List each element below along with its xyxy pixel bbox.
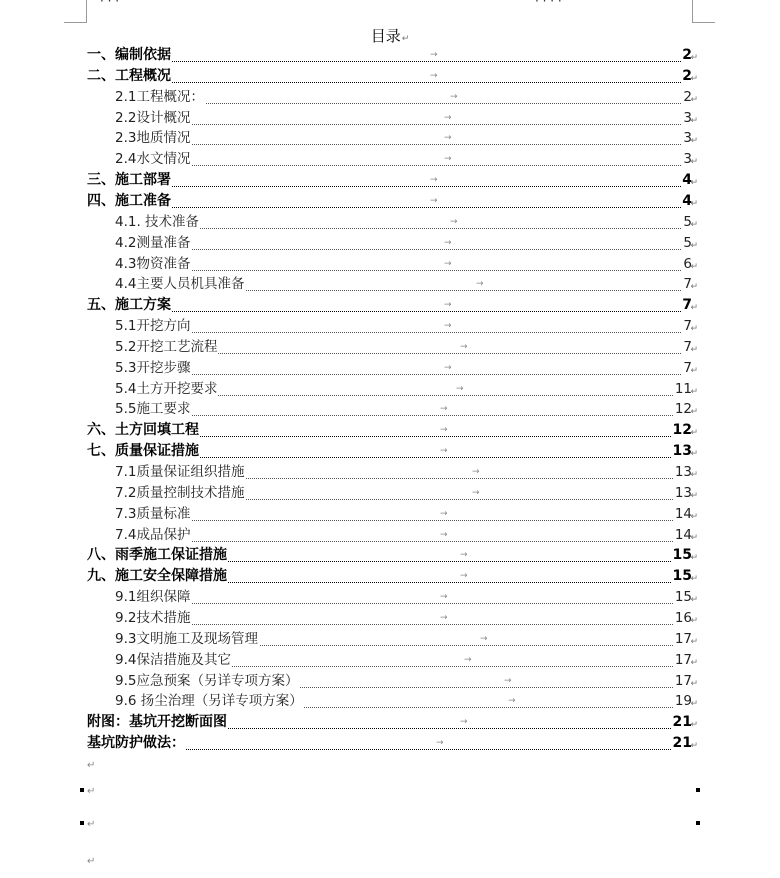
dot-leader	[115, 603, 691, 604]
toc-entry-title: 9.5应急预案（另详专项方案）	[115, 672, 299, 689]
toc-entry-page-number: 4	[682, 172, 692, 189]
tab-mark-icon: →	[460, 550, 468, 561]
paragraph-mark: ↵	[690, 470, 698, 480]
dot-leader	[115, 520, 691, 521]
toc-entry-page-number: 15	[672, 568, 692, 585]
toc-entry-title: 5.4土方开挖要求	[115, 380, 218, 397]
toc-entry[interactable]	[0, 87, 780, 108]
toc-entry-page-number: 4	[682, 192, 692, 209]
toc-entry[interactable]	[0, 483, 780, 504]
paragraph-mark: ↵	[690, 324, 698, 335]
paragraph-mark: ↵	[690, 574, 698, 585]
toc-entry[interactable]	[0, 45, 780, 66]
toc-entry[interactable]	[0, 379, 780, 400]
toc-entry[interactable]	[0, 608, 780, 629]
bullet-marker-right	[696, 821, 700, 825]
dot-leader	[87, 82, 691, 83]
toc-entry-page-number: 6	[683, 255, 692, 272]
toc-entry[interactable]	[0, 545, 780, 566]
toc-entry-title: 二、工程概况	[87, 67, 171, 84]
paragraph-mark: ↵	[690, 136, 698, 147]
toc-entry-title: 九、施工安全保障措施	[87, 568, 227, 585]
paragraph-mark: ↵	[690, 157, 698, 168]
toc-entry[interactable]	[0, 295, 780, 316]
toc-entry-title: 一、编制依据	[87, 47, 171, 63]
toc-entry-page-number: 7	[683, 276, 692, 293]
empty-paragraph-mark: ↵	[87, 819, 96, 830]
toc-entry[interactable]	[0, 504, 780, 525]
toc-entry[interactable]	[0, 149, 780, 170]
toc-entry-title: 基坑防护做法：	[87, 735, 185, 752]
paragraph-mark: ↵	[690, 699, 698, 710]
dot-leader	[115, 124, 691, 125]
tab-mark-icon: →	[444, 321, 452, 332]
tab-mark-icon: →	[430, 175, 438, 186]
dot-leader	[115, 249, 691, 250]
tab-mark-icon: →	[444, 362, 452, 373]
tab-mark-icon: →	[480, 633, 488, 644]
toc-entry-title: 7.3质量标准	[115, 505, 191, 522]
toc-title	[0, 25, 780, 46]
paragraph-mark: ↵	[690, 678, 698, 689]
toc-entry-title: 五、施工方案	[87, 297, 171, 314]
paragraph-mark: ↵	[690, 53, 698, 63]
toc-entry-title: 5.5施工要求	[115, 401, 191, 418]
toc-entry-title: 9.1组织保障	[115, 589, 191, 606]
paragraph-mark: ↵	[690, 720, 698, 731]
toc-entry-title: 5.1开挖方向	[115, 318, 191, 335]
toc-entry[interactable]	[0, 128, 780, 149]
tab-mark-icon: →	[440, 446, 448, 457]
toc-entry-title: 4.3物资准备	[115, 255, 191, 272]
tab-mark-icon: →	[472, 487, 480, 498]
tab-mark-icon: →	[440, 508, 448, 519]
toc-entry[interactable]	[0, 671, 780, 692]
tab-mark-icon: →	[460, 571, 468, 582]
paragraph-mark: ↵	[690, 428, 698, 439]
toc-entry-title: 4.1. 技术准备	[115, 213, 200, 230]
toc-entry-page-number: 7	[683, 338, 692, 355]
tab-mark-icon: →	[444, 112, 452, 123]
tab-mark-icon: →	[444, 300, 452, 311]
paragraph-mark: ↵	[690, 449, 698, 460]
toc-entry-page-number: 15	[674, 589, 692, 606]
toc-entry-title: 9.4保洁措施及其它	[115, 651, 231, 668]
toc-entry-page-number: 19	[674, 693, 692, 710]
tab-mark-icon: →	[504, 675, 512, 686]
paragraph-mark: ↵	[690, 615, 698, 626]
tab-mark-icon: →	[456, 383, 464, 394]
paragraph-mark: ↵	[690, 490, 698, 501]
paragraph-mark: ↵	[690, 303, 698, 314]
dot-leader	[87, 311, 691, 312]
tab-mark-icon: →	[440, 612, 448, 623]
toc-entry-title: 9.2技术措施	[115, 609, 191, 626]
toc-entry-page-number: 14	[674, 526, 692, 543]
toc-entry-page-number: 2	[682, 47, 692, 63]
toc-entry-title: 四、施工准备	[87, 192, 171, 209]
paragraph-mark: ↵	[690, 595, 698, 606]
toc-entry[interactable]	[0, 337, 780, 358]
paragraph-mark: ↵	[690, 386, 698, 397]
toc-entry[interactable]	[0, 712, 780, 733]
toc-entry[interactable]	[0, 191, 780, 212]
toc-entry-title: 4.4主要人员机具准备	[115, 276, 245, 293]
header-right-text	[535, 0, 562, 6]
paragraph-mark: ↵	[690, 198, 698, 209]
tab-mark-icon: →	[440, 425, 448, 436]
toc-entry-title: 4.2测量准备	[115, 234, 191, 251]
paragraph-mark: ↵	[690, 115, 698, 126]
empty-paragraph-mark: ↵	[87, 760, 96, 771]
dot-leader	[115, 144, 691, 145]
toc-entry[interactable]	[0, 691, 780, 712]
toc-entry[interactable]	[0, 587, 780, 608]
dot-leader	[115, 332, 691, 333]
toc-entry-page-number: 17	[674, 672, 692, 689]
tab-mark-icon: →	[508, 696, 516, 707]
toc-entry[interactable]	[0, 358, 780, 379]
toc-entry-page-number: 13	[674, 464, 692, 480]
toc-entry-title: 2.4水文情况	[115, 151, 191, 168]
toc-entry-title: 七、质量保证措施	[87, 443, 199, 460]
tab-mark-icon: →	[476, 279, 484, 290]
toc-entry-page-number: 11	[674, 380, 692, 397]
tab-mark-icon: →	[430, 50, 438, 60]
dot-leader	[87, 186, 691, 187]
paragraph-mark: ↵	[690, 636, 698, 647]
paragraph-mark: ↵	[690, 261, 698, 272]
toc-entry[interactable]	[0, 274, 780, 295]
toc-entry-page-number: 3	[683, 109, 692, 126]
toc-entry-page-number: 17	[674, 651, 692, 668]
tab-mark-icon: →	[460, 341, 468, 352]
empty-paragraph-mark: ↵	[87, 786, 96, 797]
tab-mark-icon: →	[450, 216, 458, 227]
tab-mark-icon: →	[444, 154, 452, 165]
toc-entry-title: 八、雨季施工保证措施	[87, 547, 227, 564]
tab-mark-icon: →	[440, 404, 448, 415]
header-left-text	[100, 0, 119, 6]
dot-leader	[115, 415, 691, 416]
tab-mark-icon: →	[440, 592, 448, 603]
toc-entry[interactable]	[0, 66, 780, 87]
paragraph-mark: ↵	[690, 532, 698, 543]
tab-mark-icon: →	[430, 195, 438, 206]
toc-entry-page-number: 3	[683, 130, 692, 147]
toc-entry[interactable]	[0, 399, 780, 420]
toc-entry-page-number: 13	[674, 484, 692, 501]
tab-mark-icon: →	[450, 91, 458, 102]
toc-entry[interactable]	[0, 566, 780, 587]
toc-entry[interactable]	[0, 316, 780, 337]
toc-entry[interactable]	[0, 650, 780, 671]
toc-entry-page-number: 12	[672, 422, 692, 439]
toc-entry-page-number: 2	[683, 88, 692, 105]
paragraph-mark: ↵	[690, 282, 698, 293]
tab-mark-icon: →	[440, 529, 448, 540]
toc-title-text: 目录	[370, 27, 401, 45]
dot-leader	[115, 228, 691, 229]
tab-mark-icon: →	[430, 70, 438, 81]
toc-entry[interactable]	[0, 629, 780, 650]
paragraph-mark: ↵	[690, 741, 698, 752]
dot-leader	[115, 374, 691, 375]
dot-leader	[115, 165, 691, 166]
paragraph-mark: ↵	[690, 511, 698, 522]
toc-entry-page-number: 16	[674, 609, 692, 626]
toc-entry-page-number: 7	[683, 359, 692, 376]
tab-mark-icon: →	[436, 738, 444, 749]
toc-entry-page-number: 5	[683, 213, 692, 230]
toc-entry[interactable]	[0, 233, 780, 254]
paragraph-mark: ↵	[690, 365, 698, 376]
toc-entry-title: 7.4成品保护	[115, 526, 191, 543]
toc-entry-page-number: 2	[682, 67, 692, 84]
toc-entry-page-number: 14	[674, 505, 692, 522]
toc-entry-page-number: 12	[674, 401, 692, 418]
corner-mark-top-left	[64, 0, 87, 23]
toc-entry-page-number: 21	[672, 714, 692, 731]
toc-entry[interactable]	[0, 212, 780, 233]
toc-entry-title: 2.3地质情况	[115, 130, 191, 147]
toc-entry-title: 5.2开挖工艺流程	[115, 338, 218, 355]
bullet-marker-left	[80, 821, 84, 825]
tab-mark-icon: →	[464, 654, 472, 665]
paragraph-mark: ↵	[401, 34, 410, 44]
toc-entry-page-number: 3	[683, 151, 692, 168]
toc-entry-title: 9.6 扬尘治理（另详专项方案）	[115, 693, 303, 710]
tab-mark-icon: →	[444, 258, 452, 269]
tab-mark-icon: →	[444, 237, 452, 248]
toc-entry[interactable]	[0, 108, 780, 129]
toc-entry-title: 2.2设计概况	[115, 109, 191, 126]
toc-entry-title: 5.3开挖步骤	[115, 359, 191, 376]
toc-entry[interactable]	[0, 170, 780, 191]
toc-entry-page-number: 7	[682, 297, 692, 314]
toc-entry[interactable]	[0, 441, 780, 462]
tab-mark-icon: →	[460, 717, 468, 728]
toc-entry-page-number: 13	[672, 443, 692, 460]
dot-leader	[115, 624, 691, 625]
corner-mark-top-right	[692, 0, 715, 23]
tab-mark-icon: →	[444, 133, 452, 144]
toc-entry[interactable]	[0, 462, 780, 483]
toc-entry[interactable]	[0, 525, 780, 546]
toc-entry-title: 三、施工部署	[87, 172, 171, 189]
paragraph-mark: ↵	[690, 219, 698, 230]
paragraph-mark: ↵	[690, 178, 698, 189]
paragraph-mark: ↵	[690, 344, 698, 355]
dot-leader	[87, 61, 691, 62]
toc-entry-title: 7.2质量控制技术措施	[115, 484, 245, 501]
toc-entry-title: 7.1质量保证组织措施	[115, 464, 245, 480]
paragraph-mark: ↵	[690, 553, 698, 564]
dot-leader	[115, 270, 691, 271]
toc-entry-title: 9.3文明施工及现场管理	[115, 630, 258, 647]
toc-entry-page-number: 21	[672, 735, 692, 752]
toc-entry-page-number: 7	[683, 318, 692, 335]
bullet-marker-left	[80, 788, 84, 792]
toc-entry[interactable]	[0, 420, 780, 441]
toc-entry-page-number: 15	[672, 547, 692, 564]
paragraph-mark: ↵	[690, 94, 698, 105]
toc-entry-title: 附图：基坑开挖断面图	[87, 714, 227, 731]
toc-entry[interactable]	[0, 733, 780, 754]
toc-entry[interactable]	[0, 254, 780, 275]
dot-leader	[115, 541, 691, 542]
paragraph-mark: ↵	[690, 407, 698, 418]
paragraph-mark: ↵	[690, 657, 698, 668]
paragraph-mark: ↵	[690, 73, 698, 84]
paragraph-mark: ↵	[690, 240, 698, 251]
toc-entry-page-number: 5	[683, 234, 692, 251]
empty-paragraph-mark: ↵	[87, 856, 96, 867]
bullet-marker-right	[696, 788, 700, 792]
toc-entry-page-number: 17	[674, 630, 692, 647]
toc-entry-title: 2.1工程概况：	[115, 88, 204, 105]
tab-mark-icon: →	[472, 467, 480, 477]
dot-leader	[87, 207, 691, 208]
toc-entry-title: 六、土方回填工程	[87, 422, 199, 439]
